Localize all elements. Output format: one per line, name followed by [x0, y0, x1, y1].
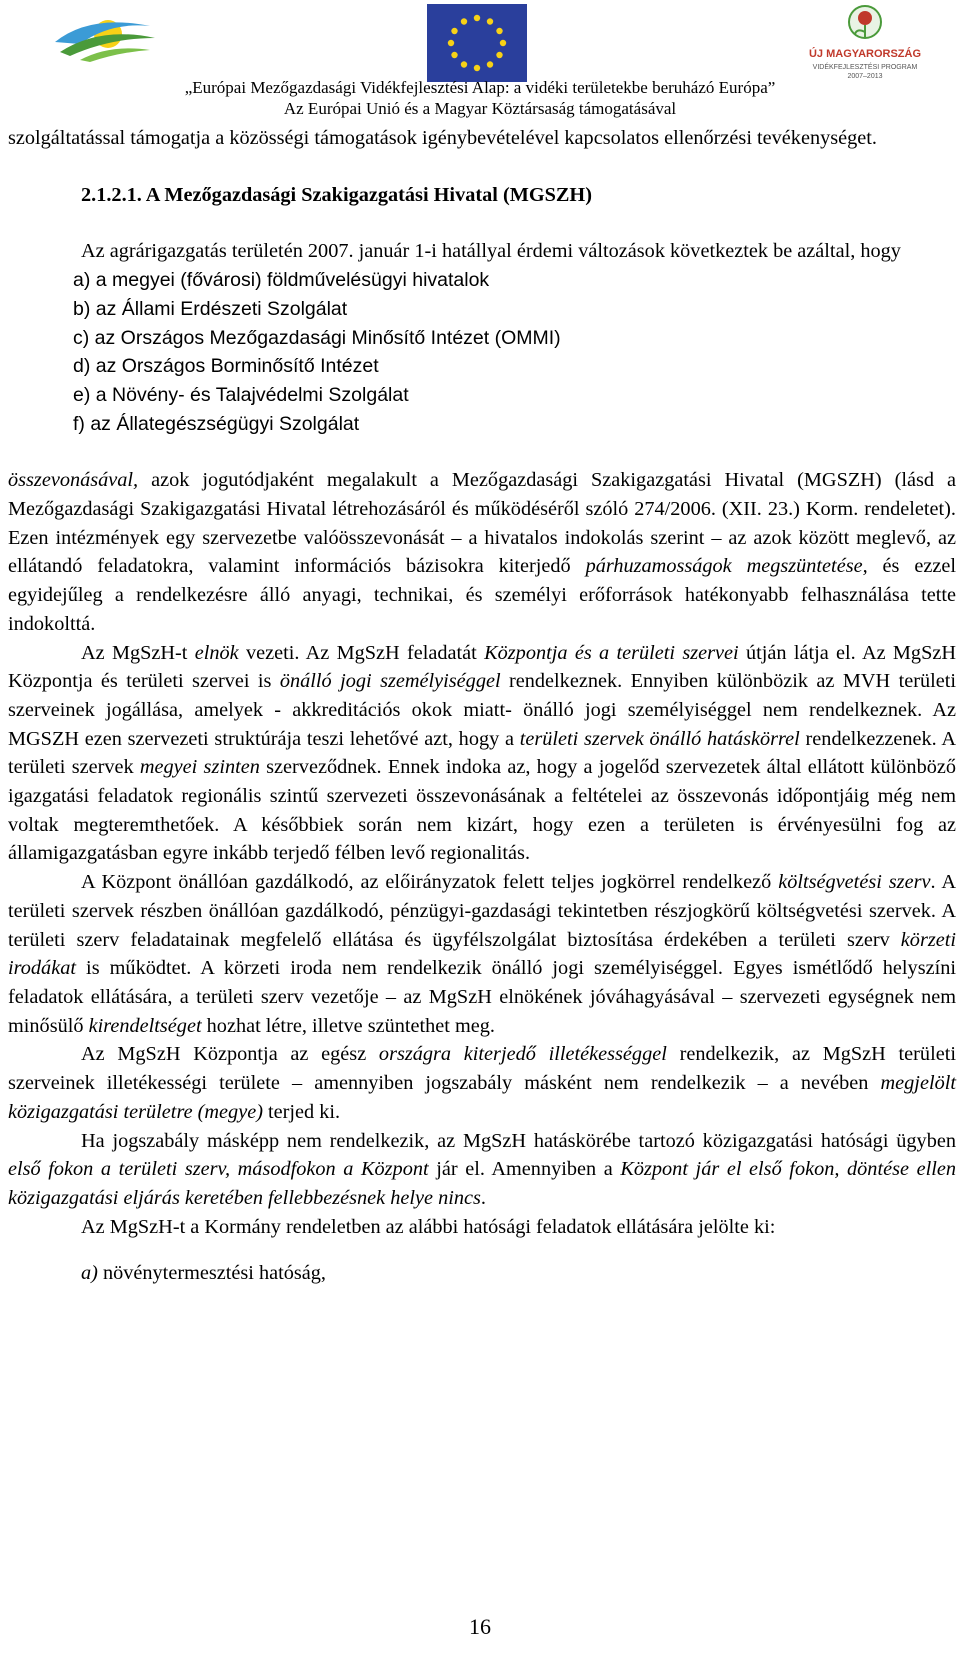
text-run: is működtet. A körzeti iroda nem rendelkezik önálló jogi személyiséggel. Egyes ismétlődő helyszíni feladatok ellátására, a területi szerv vezetője – az MgSzH elnökének jóváhagyásával – szervezeti egységnek nem minősülő [8, 957, 956, 1037]
text-run: és ezzel egyidejűleg a rendelkezésre álló anyagi, technikai, és személyi erőforrások hatékonyabb felhasználása tette indokolttá. [8, 555, 956, 635]
list-item: b) az Állami Erdészeti Szolgálat [73, 297, 348, 320]
page-header [0, 0, 960, 118]
header-line-2: Az Európai Unió és a Magyar Köztársaság támogatásával [283, 99, 677, 118]
list-item: a) a megyei (fővárosi) földművelésügyi hivatalok [73, 269, 490, 292]
list-item [81, 1259, 956, 1288]
text-run: rendelkezik, az MgSzH területi szerveinek illetékességi területe – amennyiben jogszabály másként nem rendelkezik – a nevében [8, 1043, 956, 1095]
italic-text: országra kiterjedő illetékességgel [378, 1043, 667, 1066]
italic-text: Központ jár el első fokon, döntése ellen közigazgatási eljárás keretében fellebbezésnek helye nincs [8, 1158, 956, 1209]
institution-list [8, 266, 956, 438]
text-run: szerveződnek. Ennek indoka az, hogy a jogelőd szervezetek által ellátott különböző igazgatási feladatok regionális szintű szervezeti összevonásának a feltételei az összevonás időpontjáig még nem voltak megteremthetőek. A későbbiek során nem kizárt, hogy ezen a területen is érvényesülni fog az államigazgatásban egyre inkább terjedő félben levő regionalitás. [8, 756, 957, 865]
italic-text: költségvetési szerv [778, 871, 931, 894]
uj-magyarorszag-logo [805, 2, 925, 86]
section-heading [81, 181, 956, 210]
text-run: útján látja el. Az MgSzH Központja és területi szervei is [8, 641, 956, 693]
paragraph-structure [8, 639, 956, 869]
list-item: e) a Növény- és Talajvédelmi Szolgálat [73, 383, 409, 406]
italic-text: összevonásával, [8, 469, 139, 492]
italic-text: párhuzamosságok megszüntetése, [585, 555, 868, 578]
text-run: Az MgSzH Központja az egész [81, 1043, 379, 1066]
italic-text: megjelölt közigazgatási területre (megye) [8, 1072, 956, 1123]
agrar-paragraph: Az agrárigazgatás területén 2007. január 1-i hatállyal érdemi változások következtek be azáltal, hogy [81, 240, 901, 263]
text-run: növénytermesztési hatóság, [97, 1262, 327, 1285]
italic-text: Központja és a területi szervei [484, 641, 739, 664]
leaf-sun-logo [50, 4, 160, 64]
paragraph-merger [8, 466, 956, 638]
list-item: d) az Országos Borminősítő Intézet [73, 355, 379, 378]
italic-text: megyei szinten [139, 756, 260, 779]
italic-text: első fokon a területi szerv, másodfokon a Központ [8, 1158, 429, 1181]
italic-text: a) [81, 1262, 98, 1285]
intro-paragraph: szolgáltatással támogatja a közösségi támogatások igénybevételével kapcsolatos ellenőrzési tevékenységet. [8, 127, 877, 149]
eu-flag-icon [427, 4, 527, 82]
italic-text: önálló jogi személyiséggel [279, 670, 501, 693]
list-item: c) az Országos Mezőgazdasági Minősítő Intézet (OMMI) [73, 326, 561, 349]
document-body [8, 124, 956, 1288]
text-run: rendelkezzenek. A területi szervek [8, 727, 956, 779]
text-run: rendelkeznek. Ennyiben különbözik az MVH területi szerveinek jogállása, amelyek - akkreditációs okok miatt- önálló jogi személyiséggel nem rendelkeznek. Az MGSZH ezen szervezeti struktúrája teszi lehetővé azt, hogy a [8, 670, 957, 750]
paragraph-designation: Az MgSzH-t a Kormány rendeletben az alábbi hatósági feladatok ellátására jelölte ki: [81, 1215, 776, 1238]
text-run: hozhat létre, illetve szüntethet meg. [201, 1014, 495, 1037]
text-run: terjed ki. [262, 1100, 341, 1123]
italic-text: kirendeltséget [88, 1014, 202, 1037]
italic-text: elnök [194, 641, 239, 664]
right-logo-subtitle: VIDÉKFEJLESZTÉSI PROGRAM [812, 64, 918, 71]
right-logo-years: 2007–2013 [847, 73, 883, 80]
paragraph-jurisdiction [8, 1040, 956, 1126]
text-run: Az MgSzH-t [81, 641, 195, 664]
text-run: vezeti. Az MgSzH feladatát [238, 641, 485, 664]
right-logo-title: ÚJ MAGYARORSZÁG [808, 48, 922, 60]
text-run: azok jogutódjaként megalakult a Mezőgazdasági Szakigazgatási Hivatal (MGSZH) (lásd a Mezőgazdasági Szakigazgatási Hivatal létrehozásáról és működéséről szóló 274/2006. (XII. 23.) Korm. rendeletet). Ezen intézmények egy szervezetbe valóösszevonását – a hivatalos indokolás szerint – az azok között meglevő, az ellátandó feladatokra, valamint információs bázisokra kiterjedő [8, 469, 956, 578]
paragraph-authority [8, 1127, 956, 1213]
section-heading-text: 2.1.2.1. A Mezőgazdasági Szakigazgatási Hivatal (MGSZH) [81, 183, 592, 206]
italic-text: körzeti irodákat [8, 928, 956, 980]
paragraph-budget [8, 868, 956, 1040]
text-run: . [480, 1186, 486, 1209]
italic-text: területi szervek önálló hatáskörrel [519, 727, 800, 750]
page-number: 16 [469, 1614, 491, 1639]
text-run: jár el. Amennyiben a [428, 1158, 621, 1181]
text-run: A Központ önállóan gazdálkodó, az előirányzatok felett teljes jogkörrel rendelkező [81, 871, 779, 894]
header-line-1: „Európai Mezőgazdasági Vidékfejlesztési Alap: a vidéki területekbe beruházó Európa” [184, 78, 776, 97]
list-item: f) az Állategészségügyi Szolgálat [73, 412, 360, 435]
text-run: Ha jogszabály másképp nem rendelkezik, az MgSzH hatáskörébe tartozó közigazgatási hatósági ügyben [81, 1129, 956, 1152]
text-run: . A területi szervek részben önállóan gazdálkodó, pénzügyi-gazdasági tekintetben részjogkörű költségvetési szervek. A területi szerv feladatainak megfelelő ellátása és ügyfélszolgálat biztosítása érdekében a területi szerv [8, 871, 956, 951]
